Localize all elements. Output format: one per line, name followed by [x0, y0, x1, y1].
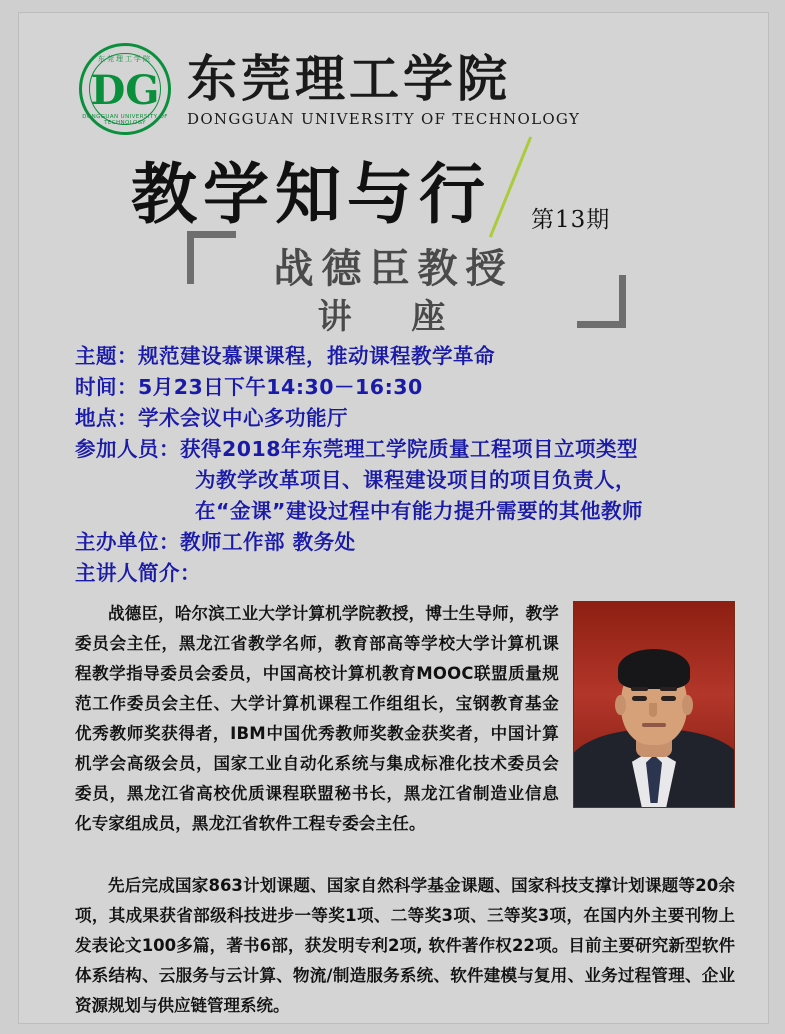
info-row-topic	[75, 341, 735, 372]
topic-value: 规范建设慕课课程，推动课程教学革命	[138, 344, 495, 368]
place-label: 地点：	[75, 406, 138, 430]
portrait-brow-left	[631, 687, 648, 691]
attendees-value-line1: 获得2018年东莞理工学院质量工程项目立项类型	[180, 437, 639, 461]
school-name-en: DONGGUAN UNIVERSITY OF TECHNOLOGY	[187, 110, 581, 128]
event-info-block	[75, 341, 735, 589]
time-label: 时间：	[75, 375, 138, 399]
host-label: 主办单位：	[75, 530, 180, 554]
issue-number: 第13期	[531, 207, 611, 233]
info-row-time	[75, 372, 735, 403]
portrait-eye-right	[661, 696, 676, 701]
speaker-bio-block	[75, 599, 735, 845]
logo-ring-en-text: DONGGUAN UNIVERSITY OF TECHNOLOGY	[82, 114, 168, 126]
attendees-value-line2: 为教学改革项目、课程建设项目的项目负责人，	[195, 468, 636, 492]
poster-canvas	[18, 12, 769, 1024]
portrait-mouth-shape	[642, 723, 666, 727]
attendees-label: 参加人员：	[75, 437, 180, 461]
info-row-attendees	[75, 434, 735, 465]
portrait-ear-right	[682, 695, 693, 715]
decorative-slash	[489, 136, 532, 237]
speaker-portrait-image	[573, 601, 735, 808]
logo-ring-cn-text: 东莞理工学院	[98, 55, 152, 63]
info-row-place	[75, 403, 735, 434]
page-title: 教学知与行	[131, 155, 491, 233]
portrait-nose-shape	[649, 703, 657, 717]
header-logo-row	[79, 43, 580, 135]
school-name-cn: 东莞理工学院	[187, 49, 511, 108]
logo-monogram: DG	[90, 67, 160, 114]
portrait-ear-left	[615, 695, 626, 715]
time-value: 5月23日下午14:30－16:30	[138, 375, 423, 399]
speaker-bio-block-2	[75, 871, 735, 1021]
attendees-value-line3: 在“金课”建设过程中有能力提升需要的其他教师	[195, 499, 643, 523]
lecture-label: 讲 座	[317, 297, 470, 337]
host-value: 教师工作部 教务处	[180, 530, 356, 554]
bio-paragraph-1: 战德臣，哈尔滨工业大学计算机学院教授，博士生导师，教学委员会主任，黑龙江省教学名师，教育部高等学校大学计算机课程教学指导委员会委员，中国高校计算机教育MOOC联盟质量规范工作委员会主任、大学计算机课程工作组组长，宝钢教育基金优秀教师奖获得者，IBM中国优秀教师奖教金获奖者，中国计算机学会高级会员，国家工业自动化系统与集成标准化技术委员会委员，黑龙江省高校优质课程联盟秘书长，黑龙江省制造业信息化专家组成员，黑龙江省软件工程专委会主任。	[75, 604, 559, 833]
info-row-host	[75, 527, 735, 558]
portrait-hair-shape	[618, 649, 690, 689]
bio-paragraph-2: 先后完成国家863计划课题、国家自然科学基金课题、国家科技支撑计划课题等20余项，其成果获省部级科技进步一等奖1项、二等奖3项、三等奖3项，在国内外主要刊物上发表论文100多篇，著书6部，获发明专利2项, 软件著作权22项。目前主要研究新型软件体系结构、云服务与云计算、物流/制造服务系统、软件建模与复用、业务过程管理、企业资源规划与供应链管理系统。	[75, 876, 735, 1015]
speaker-intro-label: 主讲人简介：	[75, 561, 201, 585]
place-value: 学术会议中心多功能厅	[138, 406, 348, 430]
info-row-speaker-intro	[75, 558, 735, 589]
portrait-brow-right	[660, 687, 677, 691]
university-logo-icon	[79, 43, 171, 135]
lecturer-name: 战德臣教授	[273, 245, 514, 292]
topic-label: 主题：	[75, 344, 138, 368]
portrait-eye-left	[632, 696, 647, 701]
school-name-block	[187, 50, 580, 128]
